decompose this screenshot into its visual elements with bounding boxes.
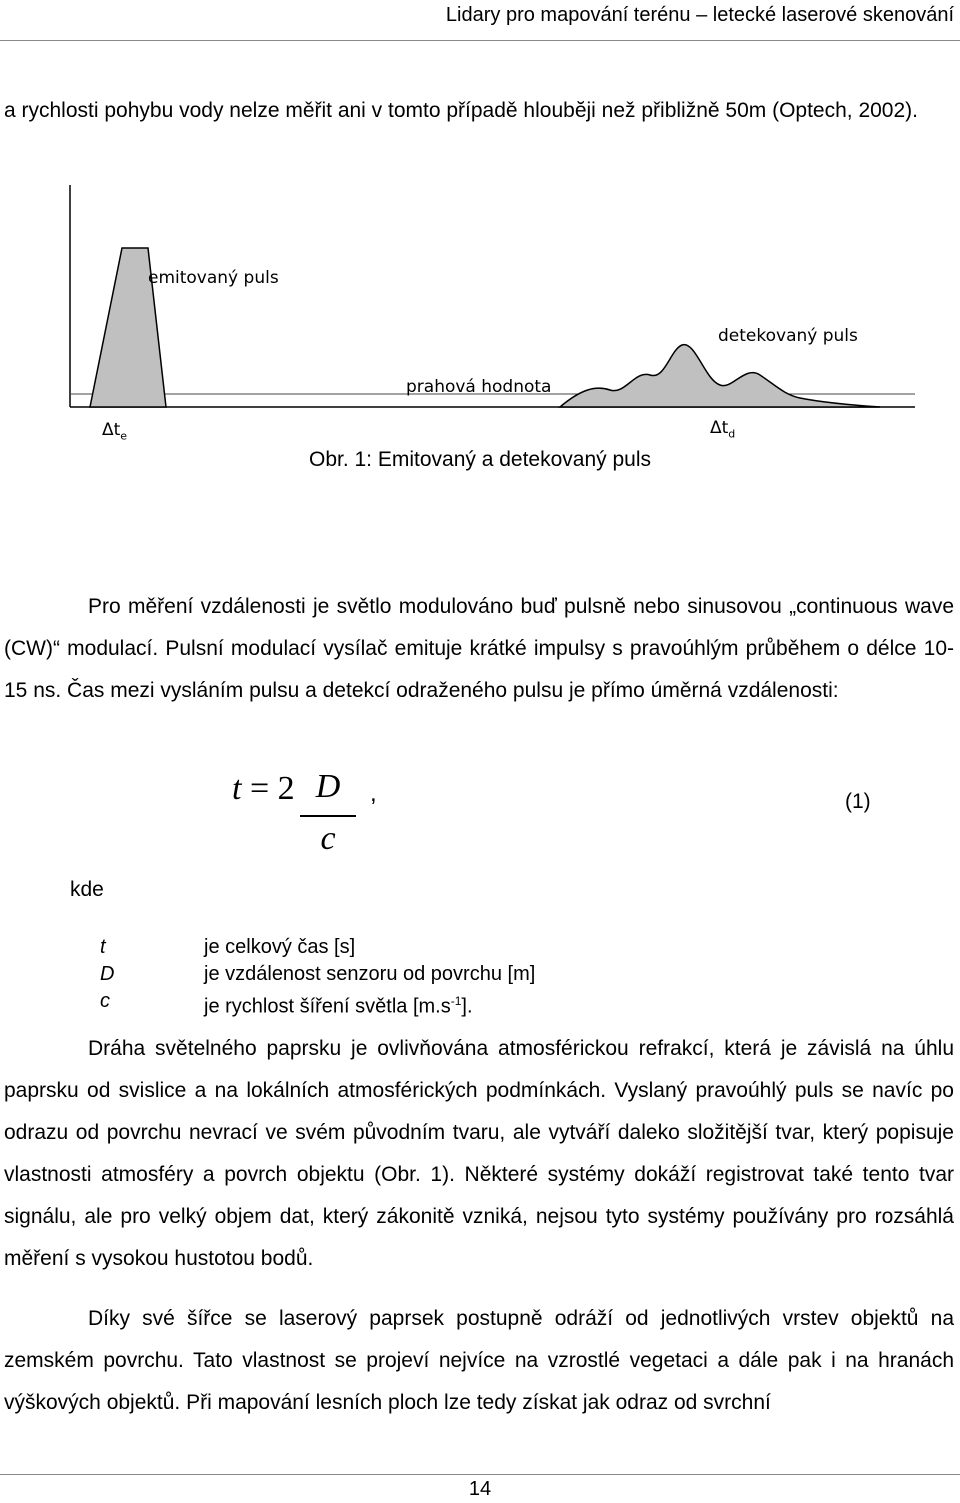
formula-numerator: D xyxy=(315,768,341,805)
definition-text: je rychlost šíření světla $[m.s^{-1}]$. xyxy=(204,994,473,1018)
detected-pulse-shape xyxy=(560,345,880,407)
formula-fraction xyxy=(300,768,356,858)
formula-comma: , xyxy=(370,780,377,807)
delta-t-detect-label: $\Delta t_d$ xyxy=(710,418,736,441)
footer-divider xyxy=(0,1474,960,1475)
definition-row xyxy=(100,934,535,961)
definition-text: je celkový čas [s] xyxy=(204,936,356,958)
paragraph-1: Pro měření vzdálenosti je světlo modulováno buď pulsně nebo sinusovou „continuous wave (CW)“ modulací. Pulsní modulací vysílač emituje krátké impulsy s pravoúhlým průběhem o délce 10-15 ns. Čas mezi vysláním pulsu a detekcí odraženého pulsu je přímo úměrná vzdálenosti: xyxy=(4,595,954,702)
where-label: kde xyxy=(70,878,104,901)
paragraph-2: Dráha světelného paprsku je ovlivňována atmosférickou refrakcí, která je závislá na úhlu paprsku od svislice a na lokálních atmosférických podmínkách. Vyslaný pravoúhlý puls se navíc po odrazu od povrchu nevrací ve svém původním tvaru, ale vytváří daleko složitější tvar, který popisuje vlastnosti atmosféry a povrch objektu (Obr. 1). Některé systémy dokáží registrovat také tento tvar signálu, ale pro velký objem dat, který zákonitě vzniká, nejsou tyto systémy používány pro rozsáhlá měření s vysokou hustotou bodů. xyxy=(4,1037,954,1270)
definition-row xyxy=(100,988,535,1021)
formula-lhs: t = 2 xyxy=(232,770,295,807)
definition-text: je vzdálenost senzoru od povrchu [m] xyxy=(204,963,536,985)
definition-symbol: D xyxy=(100,963,115,985)
paragraph-3: Díky své šířce se laserový paprsek postupně odráží od jednotlivých vrstev objektů na zemském povrchu. Tato vlastnost se projeví nejvíce na vzrostlé vegetaci a dále pak i na hranách výškových objektů. Při mapování lesních ploch lze tedy získat jak odraz od svrchní xyxy=(4,1307,954,1414)
running-header: Lidary pro mapování terénu – letecké laserové skenování xyxy=(445,4,954,26)
equation-number: (1) xyxy=(845,790,871,813)
definitions-list xyxy=(100,934,535,1021)
header-divider xyxy=(0,40,960,41)
emitted-pulse-label: emitovaný puls xyxy=(148,268,279,288)
pulse-figure xyxy=(60,180,940,450)
fraction-bar xyxy=(300,815,356,817)
pulse-diagram xyxy=(60,180,940,450)
figure-caption: Obr. 1: Emitovaný a detekovaný puls xyxy=(308,448,652,471)
threshold-label: prahová hodnota xyxy=(406,377,552,397)
intro-paragraph: a rychlosti pohybu vody nelze měřit ani v tomto případě hloubĕji než přibližně 50m (Optech, 2002). xyxy=(4,99,918,122)
page-number: 14 xyxy=(468,1478,492,1500)
delta-t-emit-label: $\Delta t_e$ xyxy=(102,420,128,443)
definition-symbol: c xyxy=(100,990,110,1012)
definition-row xyxy=(100,961,535,988)
formula-denominator: c xyxy=(320,820,336,857)
definition-symbol: t xyxy=(100,936,106,958)
detected-pulse-label: detekovaný puls xyxy=(718,326,858,346)
